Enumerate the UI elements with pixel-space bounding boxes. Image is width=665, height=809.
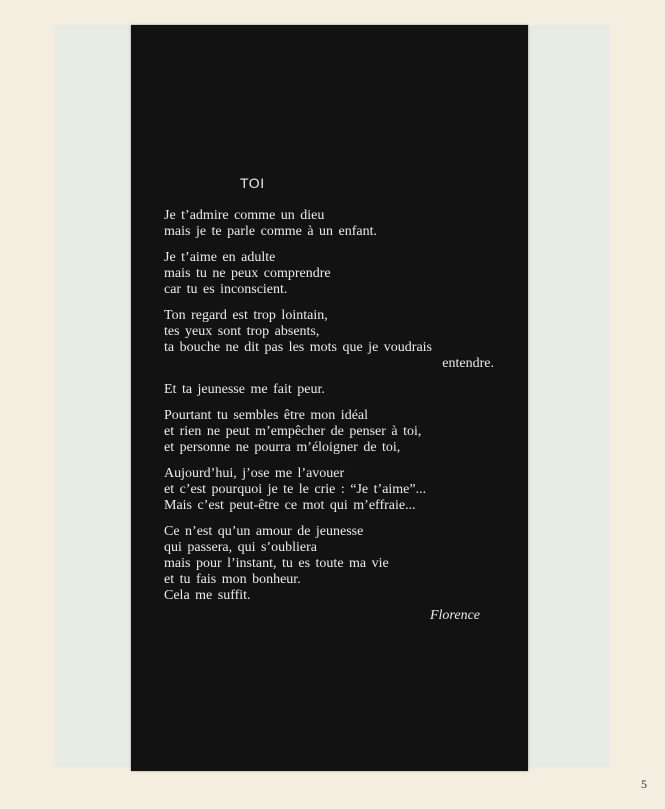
- poem-line: qui passera, qui s’oubliera: [164, 540, 317, 555]
- page-number: 5: [641, 777, 647, 791]
- poem-line: ta bouche ne dit pas les mots que je voudrais: [164, 340, 432, 355]
- stanza: [164, 466, 494, 514]
- poem-line: Ton regard est trop lointain,: [164, 308, 328, 323]
- poem-line: et rien ne peut m’empêcher de penser à toi,: [164, 424, 422, 439]
- stanza: [164, 250, 494, 298]
- stanza: [164, 208, 494, 240]
- poem-line: mais je te parle comme à un enfant.: [164, 224, 378, 239]
- poem-line: tes yeux sont trop absents,: [164, 324, 320, 339]
- poem-line: Et ta jeunesse me fait peur.: [164, 382, 325, 397]
- poem-line: et tu fais mon bonheur.: [164, 572, 301, 587]
- author-signature: Florence: [429, 608, 480, 623]
- poem-line: Mais c’est peut-être ce mot qui m’effraie...: [164, 498, 416, 513]
- poem-line: et c’est pourquoi je te le crie : “Je t’aime”...: [164, 482, 427, 497]
- stanza: [164, 524, 494, 604]
- poem-line: entendre.: [442, 356, 494, 371]
- stanza: [164, 408, 494, 456]
- poem-line: Ce n’est qu’un amour de jeunesse: [164, 524, 364, 539]
- poem-title: TOI: [240, 175, 265, 191]
- poem-line: mais pour l’instant, tu es toute ma vie: [164, 556, 389, 571]
- poem-line: mais tu ne peux comprendre: [164, 266, 331, 281]
- poem-line: car tu es inconscient.: [164, 282, 288, 297]
- poem-line: Je t’aime en adulte: [164, 250, 276, 265]
- poem-line: Pourtant tu sembles être mon idéal: [164, 408, 369, 423]
- stanza: [164, 308, 494, 372]
- poem-line: Aujourd’hui, j’ose me l’avouer: [164, 466, 345, 481]
- stanza: [164, 382, 494, 398]
- poem-line: Je t’admire comme un dieu: [164, 208, 325, 223]
- poem-line: Cela me suffit.: [164, 588, 251, 603]
- poem-body: [164, 208, 494, 614]
- poem-line: et personne ne pourra m’éloigner de toi,: [164, 440, 401, 455]
